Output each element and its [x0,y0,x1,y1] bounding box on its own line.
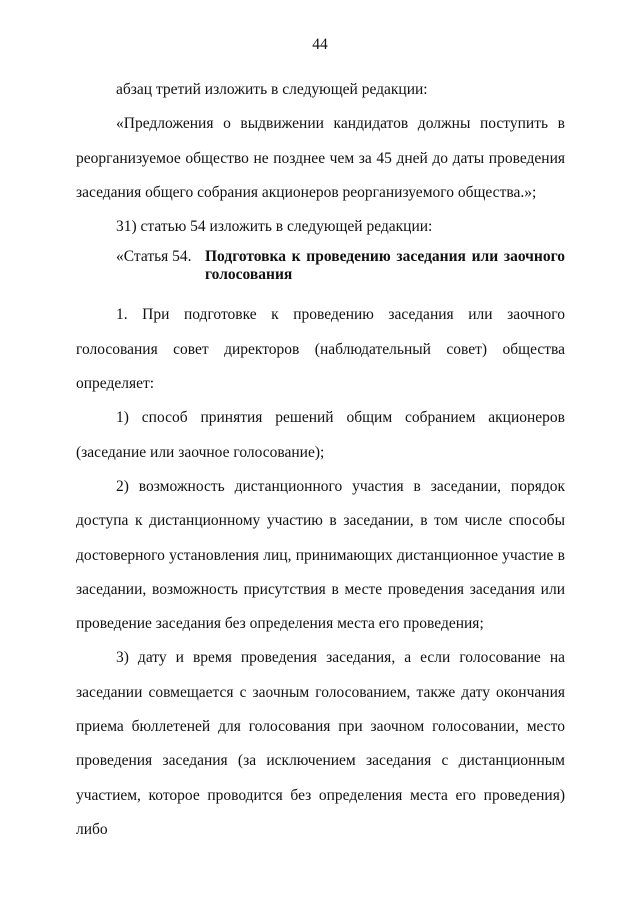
paragraph-intro: абзац третий изложить в следующей редакции: [116,81,428,98]
paragraph-subclause-3: 3) дату и время проведения заседания, а если голосование на заседании совмещается с заочным голосованием, также дату окончания приема бюллетеней для голосования при заочном голосовании, место проведения заседания (за исключением заседания с дистанционным участием, которое проводится без определения места его проведения) либо [76,649,565,838]
paragraph-clause-1: 1. При подготовке к проведению заседания или заочного голосования совет директоров (наблюдательный совет) общества определяет: [76,306,565,393]
article-title: Подготовка к проведению заседания или заочного голосования [205,248,565,284]
paragraph-item-31: 31) статью 54 изложить в следующей редакции: [116,218,433,236]
document-body [76,73,565,847]
paragraph-subclause-2: 2) возможность дистанционного участия в заседании, порядок доступа к дистанционному участию в заседании, в том числе способы достоверного установления лиц, принимающих дистанционное участие в заседании, возможность присутствия в месте проведения заседания или проведение заседания без определения места его проведения; [76,477,565,633]
paragraph-quote: «Предложения о выдвижении кандидатов должны поступить в реорганизуемое общество не позднее чем за 45 дней до даты проведения заседания общего собрания акционеров реорганизуемого общества.»; [76,115,565,201]
paragraph-subclause-1: 1) способ принятия решений общим собранием акционеров (заседание или заочное голосование); [76,409,565,461]
page-number: 44 [312,36,328,53]
article-number: «Статья 54. [116,248,192,266]
article-heading [76,248,565,284]
